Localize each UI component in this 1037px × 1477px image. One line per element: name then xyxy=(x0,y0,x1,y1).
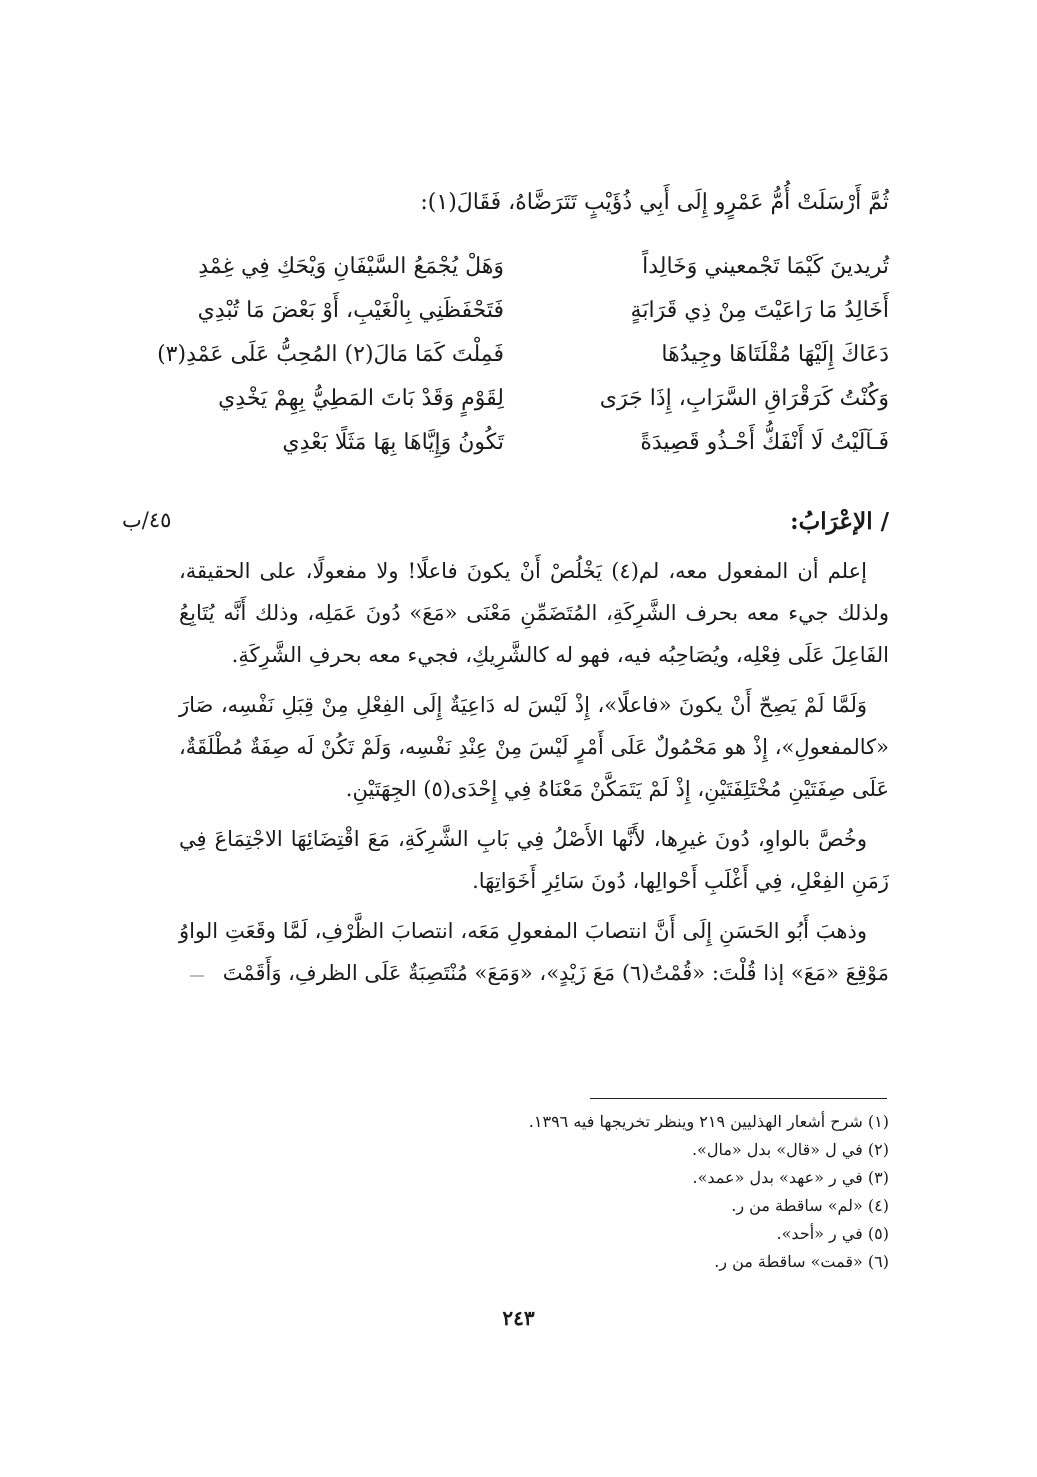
footnote: (٥) في ر «أحد». xyxy=(776,1224,889,1243)
verse-second-hemistich: تَكُونُ وَإِيَّاهَا بِهَا مَثَلًا بَعْدِي xyxy=(282,429,504,455)
footnote-divider xyxy=(590,1098,887,1099)
footnote: (٢) في ل «قال» بدل «مال». xyxy=(691,1140,889,1159)
poem-verse xyxy=(149,376,889,420)
footnotes xyxy=(179,1108,889,1276)
paragraph: وخُصَّ بالواوِ، دُونَ غيرِها، لأَنَّها الأَصْلُ فِي بَابِ الشَّرِكَةِ، مَعَ اقْتِضَائِهَا الاجْتِمَاعَ فِي زَمَنِ الفِعْلِ، فِي أَغْلَبِ أَحْوالِها، دُونَ سَائِرِ أَخَوَاتِهَا. xyxy=(179,827,889,893)
poem-verse xyxy=(149,420,889,464)
poem-verse xyxy=(149,244,889,288)
paragraph: وَلَمَّا لَمْ يَصِحّ أَنْ يكونَ «فاعلًا»، إِذْ لَيْسَ له دَاعِيَةٌ إِلَى الفِعْلِ مِنْ قِبَلِ نَفْسِه، صَارَ «كالمفعولِ»، إِذْ هو مَحْمُولٌ عَلَى أَمْرٍ لَيْسَ مِنْ عِنْدِ نَفْسِه، وَلَمْ تَكُنْ لَه صِفَةٌ مُطْلَقَةٌ، عَلَى صِفَتَيْنِ مُخْتَلِفَتَيْنِ، إِذْ لَمْ يَتَمَكَّنْ مَعْنَاهُ فِي إِحْدَى(٥) الجِهَتَيْنِ. xyxy=(179,693,889,801)
paragraph: إعلم أن المفعول معه، لم(٤) يَخْلُصْ أَنْ يكونَ فاعلًا! ولا مفعولًا، على الحقيقة، ولذلك جيء معه بحرف الشَّرِكَةِ، المُتَضَمِّنِ مَعْنَى «مَعَ» دُونَ عَمَلِه، وذلك أَنَّه يُتَابِعُ الفَاعِلَ عَلَى فِعْلِه، ويُصَاحِبُه فيه، فهو له كالشَّرِيكِ، فجيء معه بحرفِ الشَّرِكَةِ. xyxy=(179,559,889,667)
body-text xyxy=(179,550,889,1002)
verse-first-hemistich: وَكُنْتُ كَرَقْرَاقِ السَّرَابِ، إِذَا جَرَى xyxy=(599,385,889,411)
verse-second-hemistich: وَهَلْ يُجْمَعُ السَّيْفَانِ وَيْحَكِ فِي غِمْدِ xyxy=(198,253,504,279)
verse-first-hemistich: تُريدينَ كَيْمَا تَجْمعيني وَخَالِداً xyxy=(642,253,889,279)
page-number: ٢٤٣ xyxy=(502,1306,535,1330)
poem-verse xyxy=(149,332,889,376)
verse-second-hemistich: فَمِلْتَ كَمَا مَالَ(٢) المُحِبُّ عَلَى عَمْدِ(٣) xyxy=(157,341,504,367)
poem xyxy=(149,244,889,464)
footnote: (٣) في ر «عهد» بدل «عمد». xyxy=(692,1168,889,1187)
intro-line: ثُمَّ أَرْسَلَتْ أُمُّ عَمْرٍو إِلَى أَبِي ذُؤَيْبٍ تَتَرَضَّاهُ، فَقَالَ(١): xyxy=(420,190,889,215)
verse-first-hemistich: دَعَاكَ إِلَيْهَا مُقْلَتَاهَا وجِيدُهَا xyxy=(661,341,889,367)
section-heading: / الإعْرَابُ: xyxy=(790,508,889,535)
footnote: (١) شرح أشعار الهذليين ٢١٩ وينظر تخريجها فيه ١٣٩٦. xyxy=(528,1112,889,1131)
footnote: (٤) «لم» ساقطة من ر. xyxy=(731,1196,889,1215)
verse-first-hemistich: فَـآلَيْتُ لَا أَنْفَكُّ أَحْـذُو قَصِيدَةً xyxy=(640,429,889,455)
footnote: (٦) «قمت» ساقطة من ر. xyxy=(714,1252,889,1271)
verse-second-hemistich: لِقَوْمٍ وَقَدْ بَاتَ المَطِيُّ بِهِمْ يَخْدِي xyxy=(218,385,504,411)
scan-mark xyxy=(190,975,204,977)
verse-second-hemistich: فَتَحْفَظَنِي بِالْغَيْبِ، أَوْ بَعْضَ مَا تُبْدِي xyxy=(197,297,504,323)
paragraph: وذهبَ أَبُو الحَسَنِ إِلَى أَنَّ انتصابَ المفعولِ مَعَه، انتصابَ الظَّرْفِ، لَمَّا وقَعَتِ الواوُ مَوْقِعَ «مَعَ» إذا قُلْتَ: «قُمْتُ(٦) مَعَ زَيْدٍ»، «وَمَعَ» مُنْتَصِبَةٌ عَلَى الظرفِ، وَأَقَمْتَ xyxy=(179,919,889,985)
folio-marker: ٤٥/ب xyxy=(122,508,172,532)
verse-first-hemistich: أَخَالِدُ مَا رَاعَيْتَ مِنْ ذِي قَرَابَةٍ xyxy=(630,297,889,323)
poem-verse xyxy=(149,288,889,332)
